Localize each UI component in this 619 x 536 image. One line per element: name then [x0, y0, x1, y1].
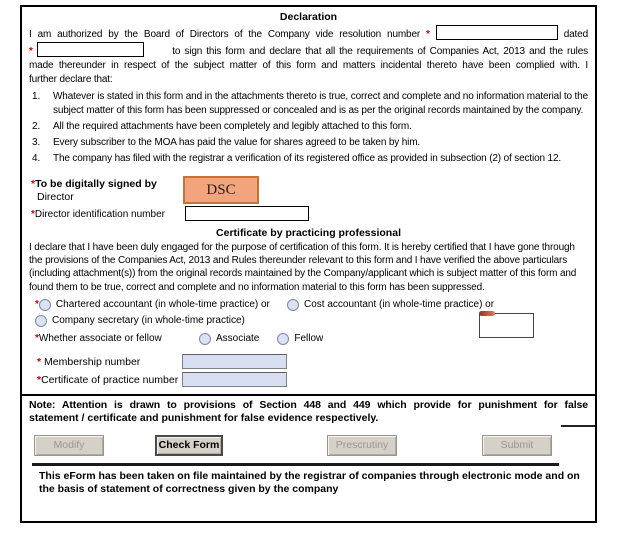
- whether-label: *Whether associate or fellow: [35, 332, 162, 344]
- list-item-text: Whatever is stated in this form and in the attachments thereto is true, correct and complete and no information material to the subject matter of this form has been suppressed or concealed and is as per the original records maintained by the company.: [53, 91, 588, 116]
- certificate-body: I declare that I have been duly engaged for the purpose of certification of this form. It is hereby certified that I have gone through the provisions of the Companies Act, 2013 and Rules thereunder relevant to this form and I have verified the above particulars (including attachment(s)) from the original records maintained by the Company/applicant which is subject matter of this form and found them to be true, correct and complete and no information material to this form has been suppressed.: [29, 242, 577, 293]
- declaration-line3: made thereunder in respect of the subject matter of this form and matters incidental thereto have been complied with. I: [29, 60, 588, 71]
- fellow-label: Fellow: [294, 332, 324, 344]
- note-section: [22, 394, 595, 429]
- associate-radio[interactable]: [199, 333, 211, 345]
- list-item-number: 2.: [32, 121, 41, 132]
- certificate-of-practice-input[interactable]: [182, 372, 287, 387]
- membership-section: [29, 353, 588, 389]
- required-asterisk: *: [426, 29, 430, 40]
- required-asterisk: *: [31, 178, 36, 190]
- associate-label: Associate: [216, 332, 260, 344]
- modify-button[interactable]: Modify: [34, 435, 104, 456]
- din-input[interactable]: [185, 206, 309, 221]
- declaration-line4: further declare that:: [29, 74, 113, 85]
- membership-number-input[interactable]: [182, 354, 287, 369]
- list-item-number: 1.: [32, 91, 41, 102]
- company-secretary-radio[interactable]: [35, 315, 47, 327]
- cop-row: [29, 371, 588, 389]
- professional-option-row: [29, 297, 588, 313]
- eform-declaration-panel: [20, 5, 597, 523]
- list-item-text: Every subscriber to the MOA has paid the value for shares agreed to be taken by him.: [53, 137, 421, 148]
- digital-signing-section: [29, 176, 588, 226]
- professional-signature-box[interactable]: [479, 313, 534, 338]
- required-asterisk: *: [35, 298, 39, 310]
- chartered-accountant-label: Chartered accountant (in whole-time practice) or: [55, 298, 270, 310]
- divider: [32, 463, 559, 466]
- footer-statement: This eForm has been taken on file maintained by the registrar of companies through electronic mode and on the basis of statement of correctness given by the company: [39, 469, 580, 496]
- required-asterisk: *: [35, 332, 39, 344]
- list-item: [29, 120, 588, 134]
- cop-label: *Certificate of practice number: [37, 373, 179, 386]
- dated-label: dated: [563, 29, 588, 40]
- declaration-line1-text: I am authorized by the Board of Directors of the Company vide resolution number: [29, 29, 421, 40]
- cost-accountant-radio[interactable]: [287, 299, 299, 311]
- list-item: [29, 136, 588, 150]
- cost-accountant-label: Cost accountant (in whole-time practice) or: [304, 298, 495, 310]
- submit-button[interactable]: Submit: [482, 435, 552, 456]
- dsc-button[interactable]: DSC: [183, 176, 259, 204]
- signer-role-label: Director: [37, 191, 74, 203]
- declaration-title: Declaration: [279, 11, 338, 23]
- note-line2: statement / certificate and punishment for false evidence respectively.: [29, 411, 379, 424]
- list-item-number: 3.: [32, 137, 41, 148]
- required-asterisk: *: [31, 209, 35, 220]
- declaration-line2-text: to sign this form and declare that all the requirements of Companies Act, 2013 and the rules: [172, 46, 588, 57]
- certificate-title: Certificate by practicing professional: [216, 227, 401, 239]
- red-marker-icon: [479, 311, 495, 316]
- note-line1: Note: Attention is drawn to provisions of Section 448 and 449 which provide for punishment for false: [29, 398, 588, 411]
- list-item: [29, 90, 588, 118]
- divider-segment: [561, 425, 595, 427]
- required-asterisk: *: [37, 373, 42, 386]
- prescrutiny-button[interactable]: Prescrutiny: [327, 435, 397, 456]
- din-label: *Director identification number: [31, 209, 165, 220]
- required-asterisk: *: [37, 355, 42, 368]
- resolution-date-input[interactable]: [37, 42, 144, 57]
- action-buttons: [29, 433, 588, 460]
- chartered-accountant-radio[interactable]: [39, 299, 51, 311]
- check-form-button[interactable]: Check Form: [155, 435, 223, 456]
- required-asterisk: *: [29, 46, 33, 57]
- option-chartered: [35, 297, 287, 313]
- list-item: [29, 152, 588, 166]
- professional-options: [29, 297, 588, 347]
- resolution-number-input[interactable]: [436, 25, 558, 40]
- membership-row: [29, 353, 588, 371]
- declaration-line1: [29, 25, 588, 42]
- list-item-text: All the required attachments have been completely and legibly attached to this form.: [53, 121, 412, 132]
- fellow-radio[interactable]: [277, 333, 289, 345]
- list-item-text: The company has filed with the registrar a verification of its registered office as provided in subsection (2) of section 12.: [53, 153, 561, 164]
- declaration-line2: [29, 42, 588, 59]
- signed-by-label: *To be digitally signed by: [31, 178, 157, 190]
- membership-label: * Membership number: [37, 355, 141, 368]
- declaration-list: [29, 90, 588, 166]
- list-item-number: 4.: [32, 153, 41, 164]
- company-secretary-label: Company secretary (in whole-time practice): [52, 314, 245, 326]
